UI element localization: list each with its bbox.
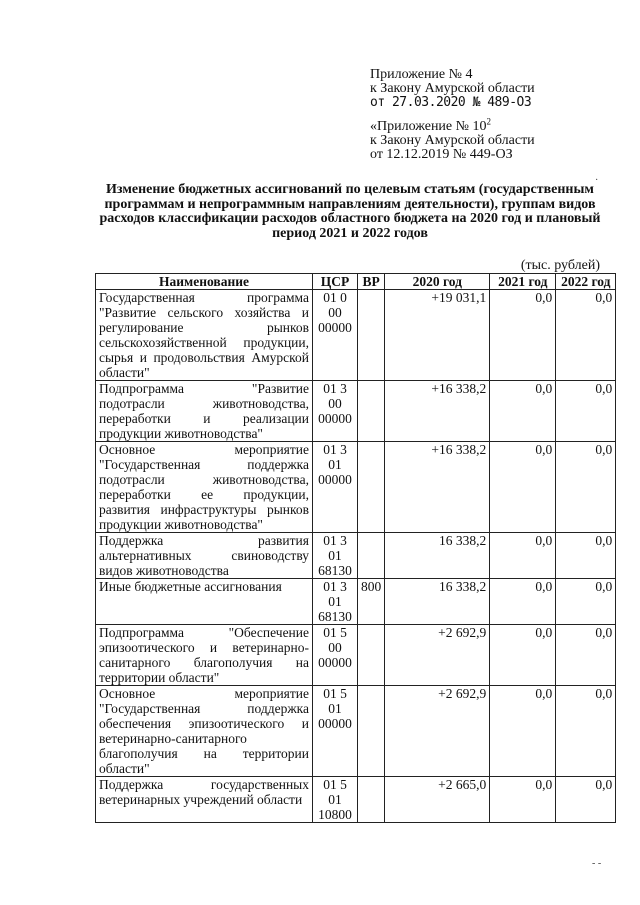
row-2022: 0,0 <box>556 381 616 442</box>
row-2021: 0,0 <box>490 442 556 533</box>
header-2020: 2020 год <box>385 274 490 290</box>
row-2021: 0,0 <box>490 777 556 823</box>
header-2022: 2022 год <box>556 274 616 290</box>
row-2021: 0,0 <box>490 579 556 625</box>
appendix-law: к Закону Амурской области <box>370 81 535 96</box>
header-vr: ВР <box>358 274 385 290</box>
row-csr: 01 3 01 00000 <box>313 442 358 533</box>
previous-appendix-number: «Приложение № $10^2$ <box>370 116 491 134</box>
appendix-date-handwritten: от 27.03.2020 № 489-ОЗ <box>370 95 532 110</box>
row-vr <box>358 290 385 381</box>
row-csr: 01 3 01 68130 <box>313 579 358 625</box>
row-csr: 01 5 01 10800 <box>313 777 358 823</box>
row-vr <box>358 625 385 686</box>
row-2020: +16 338,2 <box>385 381 490 442</box>
row-2022: 0,0 <box>556 777 616 823</box>
row-csr: 01 3 01 68130 <box>313 533 358 579</box>
previous-appendix-header <box>370 116 535 162</box>
previous-appendix-date: от 12.12.2019 № 449-ОЗ <box>370 147 513 162</box>
header-csr: ЦСР <box>313 274 358 290</box>
row-2020: +2 692,9 <box>385 686 490 777</box>
table-row <box>96 579 616 625</box>
header-name: Наименование <box>96 274 313 290</box>
row-vr <box>358 777 385 823</box>
document-title: Изменение бюджетных ассигнований по целевым статьям (государственным программам и непрограммным направлениям деятельности), группам видов расходов классификации расходов областного бюджета на 2020 год и плановый период 2021 и 2022 годов <box>99 182 601 241</box>
units-label: (тыс. рублей) <box>520 258 600 273</box>
row-name: Подпрограмма "Развитие подотрасли животноводства, переработки и реализации продукции животноводства" <box>96 381 313 442</box>
table-row <box>96 533 616 579</box>
row-2021: 0,0 <box>490 625 556 686</box>
row-vr <box>358 442 385 533</box>
row-2020: 16 338,2 <box>385 533 490 579</box>
table-row <box>96 777 616 823</box>
row-csr: 01 0 00 00000 <box>313 290 358 381</box>
table-header-row <box>96 274 616 290</box>
header-2021: 2021 год <box>490 274 556 290</box>
row-vr <box>358 533 385 579</box>
row-name: Государственная программа "Развитие сельского хозяйства и регулирование рынков сельскохозяйственной продукции, сырья и продовольствия Амурской области" <box>96 290 313 381</box>
row-2022: 0,0 <box>556 442 616 533</box>
row-name: Поддержка развития альтернативных свиноводству видов животноводства <box>96 533 313 579</box>
row-2021: 0,0 <box>490 686 556 777</box>
scan-speck: · <box>595 175 599 186</box>
table-row <box>96 381 616 442</box>
row-2022: 0,0 <box>556 625 616 686</box>
row-name: Поддержка государственных ветеринарных учреждений области <box>96 777 313 823</box>
row-2020: 16 338,2 <box>385 579 490 625</box>
previous-appendix-law: к Закону Амурской области <box>370 133 535 148</box>
row-name: Иные бюджетные ассигнования <box>96 579 313 625</box>
table-row <box>96 686 616 777</box>
row-csr: 01 5 01 00000 <box>313 686 358 777</box>
row-2020: +19 031,1 <box>385 290 490 381</box>
row-2022: 0,0 <box>556 533 616 579</box>
row-2021: 0,0 <box>490 381 556 442</box>
row-2020: +16 338,2 <box>385 442 490 533</box>
row-2021: 0,0 <box>490 290 556 381</box>
row-vr <box>358 686 385 777</box>
table-row <box>96 625 616 686</box>
row-csr: 01 3 00 00000 <box>313 381 358 442</box>
row-name: Основное мероприятие "Государственная поддержка обеспечения эпизоотического и ветеринарно-санитарного благополучия на территории области" <box>96 686 313 777</box>
row-vr <box>358 381 385 442</box>
row-csr: 01 5 00 00000 <box>313 625 358 686</box>
appendix-header <box>370 68 535 110</box>
row-2020: +2 665,0 <box>385 777 490 823</box>
scan-speck: - - <box>592 858 602 869</box>
row-2022: 0,0 <box>556 579 616 625</box>
budget-table <box>95 273 616 823</box>
row-2022: 0,0 <box>556 686 616 777</box>
row-vr: 800 <box>358 579 385 625</box>
row-name: Основное мероприятие "Государственная поддержка подотрасли животноводства, переработки ее продукции, развития инфраструктуры рынков продукции животноводства" <box>96 442 313 533</box>
row-2021: 0,0 <box>490 533 556 579</box>
appendix-number: Приложение № 4 <box>370 67 473 82</box>
row-2020: +2 692,9 <box>385 625 490 686</box>
table-row <box>96 290 616 381</box>
row-name: Подпрограмма "Обеспечение эпизоотического и ветеринарно-санитарного благополучия на территории области" <box>96 625 313 686</box>
table-row <box>96 442 616 533</box>
row-2022: 0,0 <box>556 290 616 381</box>
